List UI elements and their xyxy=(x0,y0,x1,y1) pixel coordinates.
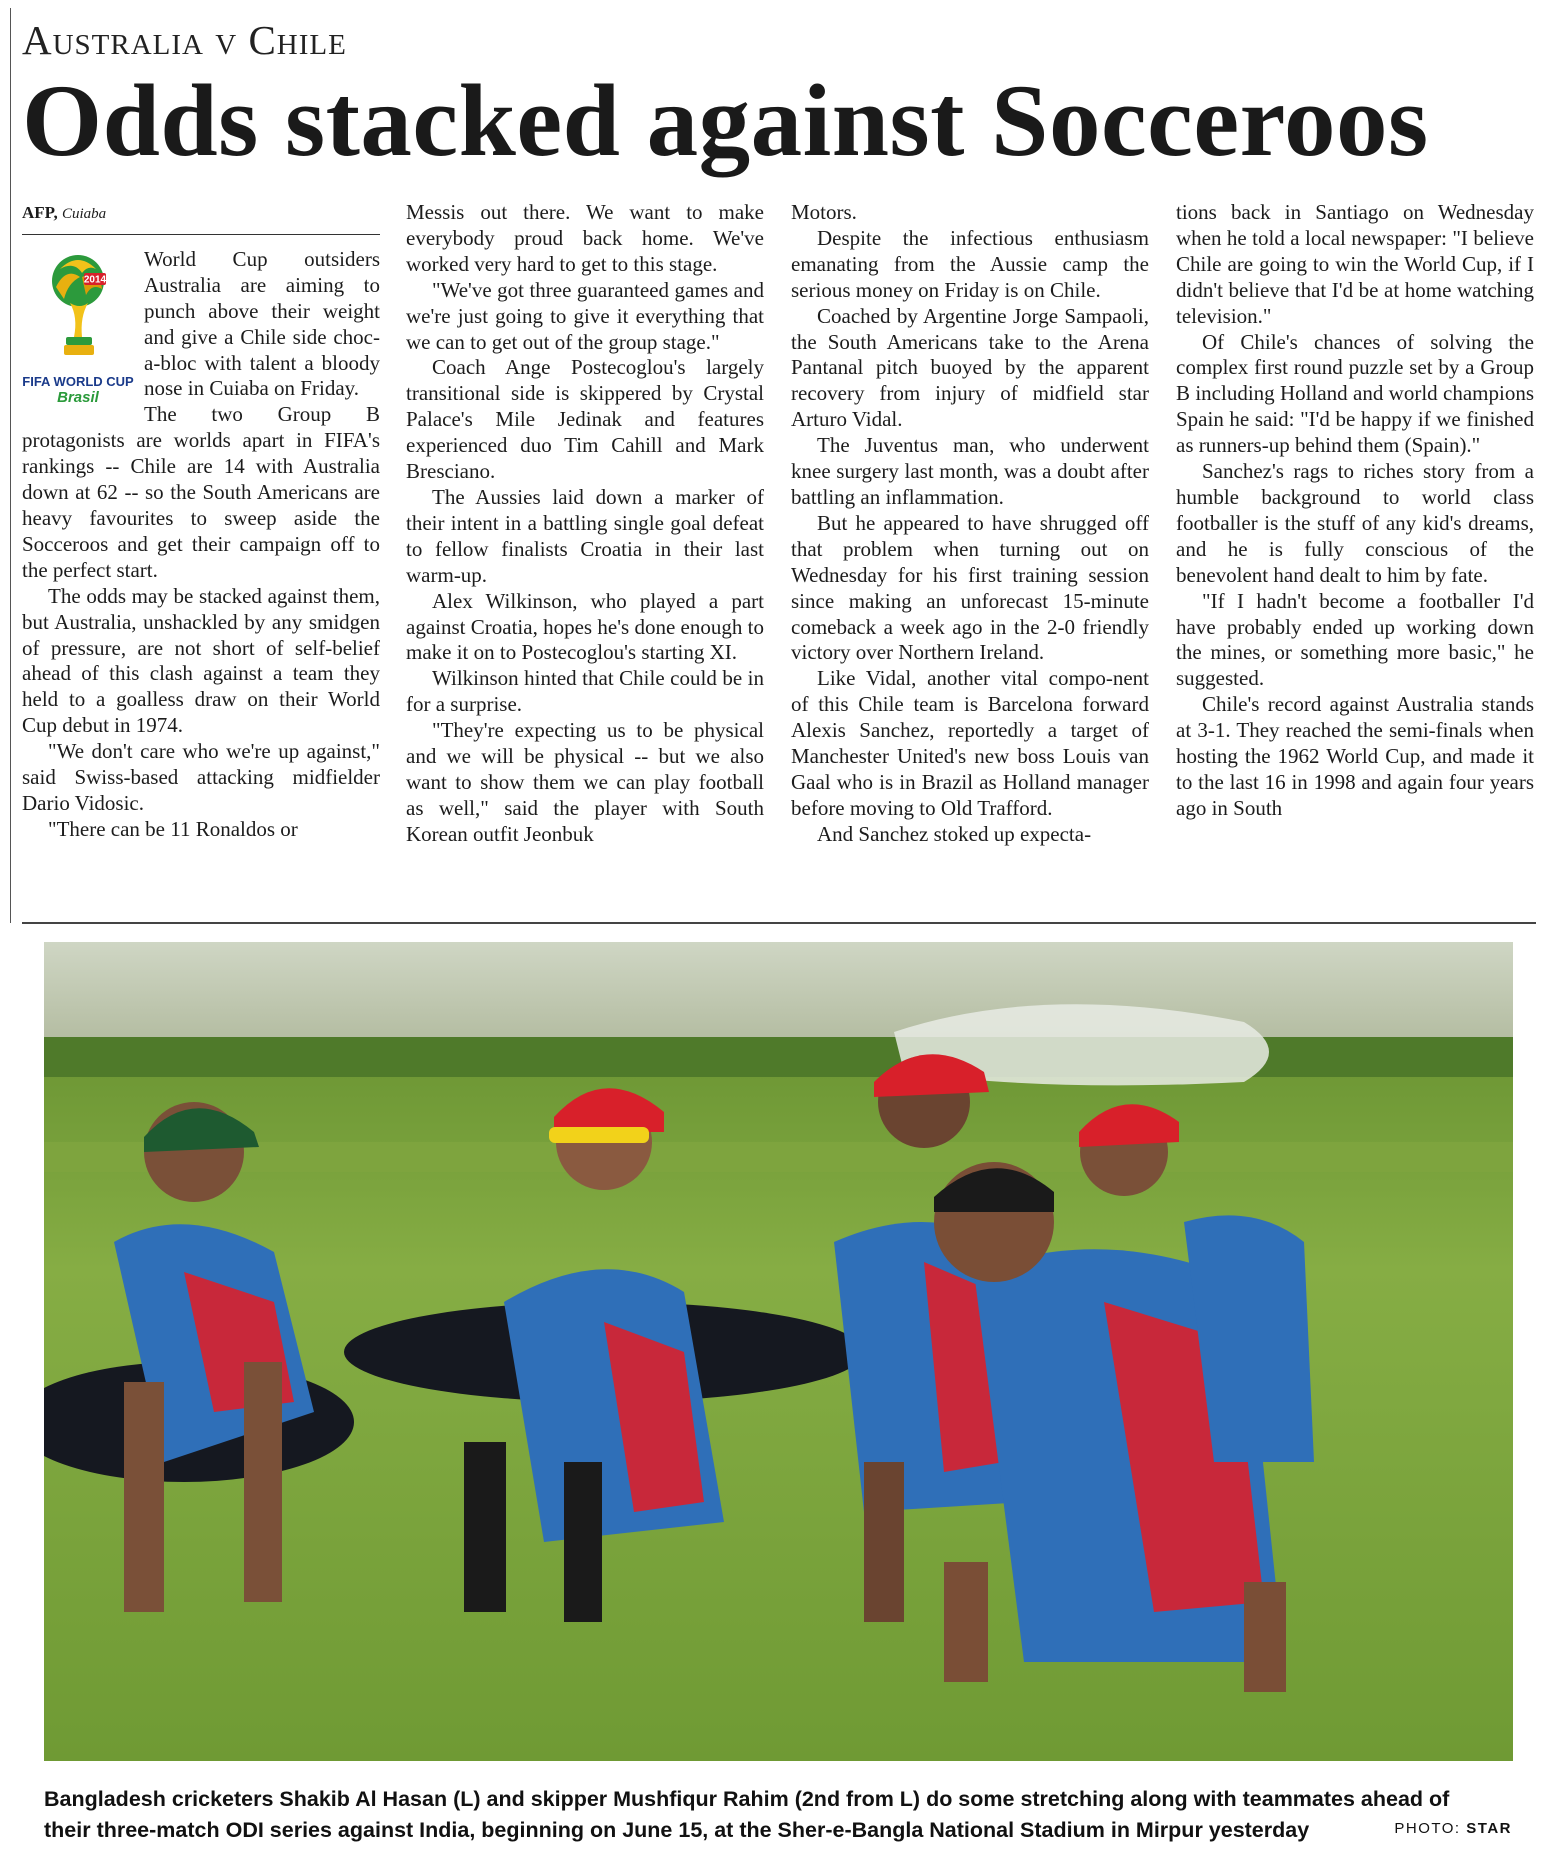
paragraph: Chile's record against Australia stands at 3-1. They reached the semi-finals when hosting the 1962 World Cup, and made it to the last 16 in 1998 and again four years ago in South xyxy=(1176,692,1534,820)
paragraph: Coached by Argentine Jorge Sampaoli, the South Americans take to the Arena Pantanal pitch buoyed by the apparent recovery from injury of midfield star Arturo Vidal. xyxy=(791,303,1149,432)
paragraph: World Cup outsiders Australia are aiming to punch above their weight and give a Chile side choc-a-bloc with talent a bloody nose in Cuiaba on Friday. xyxy=(144,246,380,401)
article-column-4 xyxy=(1176,200,1534,822)
paragraph: "We don't care who we're up against," said Swiss-based attacking midfielder Dario Vidosic. xyxy=(22,739,380,815)
paragraph: Messis out there. We want to make everybody proud back home. We've worked very hard to get to this stage. xyxy=(406,200,764,276)
paragraph: "If I hadn't become a footballer I'd have probably ended up working down the mines, or something more basic," he suggested. xyxy=(1176,588,1534,691)
photo-caption: Bangladesh cricketers Shakib Al Hasan (L) and skipper Mushfiqur Rahim (2nd from L) do some stretching along with teammates ahead of their three-match ODI series against India, beginning on June 15, at the Sher-e-Bangla National Stadium in Mirpur yesterday xyxy=(44,1787,1450,1842)
paragraph: The odds may be stacked against them, but Australia, unshackled by any smidgen of pressure, are not short of self-belief ahead of this clash against a team they held to a goalless draw on their World Cup debut in 1974. xyxy=(22,583,380,738)
trophy-icon xyxy=(22,247,134,369)
paragraph: The two Group B protagonists are worlds apart in FIFA's rankings -- Chile are 14 with Australia down at 62 -- so the South Americans are heavy favourites to sweep aside the Socceroos and get their campaign off to the perfect start. xyxy=(22,402,380,582)
paragraph: tions back in Santiago on Wednesday when he told a local newspaper: "I believe Chile are going to win the World Cup, if I didn't believe that I'd be at home watching television." xyxy=(1176,200,1534,328)
photo-credit-source: STAR xyxy=(1466,1820,1512,1837)
paragraph: Sanchez's rags to riches story from a humble background to world class footballer is the stuff of any kid's dreams, and he is fully conscious of the benevolent hand dealt to him by fate. xyxy=(1176,459,1534,587)
article-column-2 xyxy=(406,200,764,848)
logo-title: FIFA WORLD CUP xyxy=(22,373,134,389)
article-column-3 xyxy=(791,200,1149,848)
paragraph: Despite the infectious enthusiasm emanating from the Aussie camp the serious money on Friday is on Chile. xyxy=(791,225,1149,302)
byline-place: Cuiaba xyxy=(62,206,107,222)
paragraph: "There can be 11 Ronaldos or xyxy=(48,816,298,841)
paragraph: Like Vidal, another vital compo-nent of this Chile team is Barcelona forward Alexis Sanchez, reportedly a target of Manchester United's new boss Louis van Gaal who is in Brazil as Holland manager before moving to Old Trafford. xyxy=(791,666,1149,820)
news-photo xyxy=(44,942,1513,1761)
logo-subtitle: Brasil xyxy=(57,388,99,406)
byline-agency: AFP, xyxy=(22,203,58,222)
paragraph: The Juventus man, who underwent knee surgery last month, was a doubt after battling an inflammation. xyxy=(791,433,1149,509)
cricketers-stretching-image xyxy=(44,942,1513,1761)
photo-credit xyxy=(1394,1820,1512,1837)
left-column-rule xyxy=(10,8,11,923)
paragraph: The Aussies laid down a marker of their intent in a battling single goal defeat to fellow finalists Croatia in their last warm-up. xyxy=(406,484,764,587)
paragraph: Of Chile's chances of solving the complex first round puzzle set by a Group B including Holland and world champions Spain he said: "I'd be happy if we finished as runners-up behind them (Spain)." xyxy=(1176,329,1534,458)
paragraph: "We've got three guaranteed games and we're just going to give it everything that we can to get out of the group stage." xyxy=(406,277,764,354)
paragraph: Wilkinson hinted that Chile could be in for a surprise. xyxy=(406,666,764,717)
world-cup-logo xyxy=(22,247,134,415)
byline xyxy=(22,200,380,235)
section-kicker: Australia v Chile xyxy=(22,17,347,63)
headline: Odds stacked against Socceroos xyxy=(22,64,1429,178)
article-column-1 xyxy=(22,200,380,843)
paragraph: "They're expecting us to be physical and we will be physical -- but we also want to show them we can play football as well," said the player with South Korean outfit Jeonbuk xyxy=(406,718,764,846)
section-divider xyxy=(22,922,1536,924)
logo-year: 2014 xyxy=(83,274,107,286)
paragraph: But he appeared to have shrugged off that problem when turning out on Wednesday for his first training session since making an unforecast 15-minute comeback a week ago in the 2-0 friendly victory over Northern Ireland. xyxy=(791,510,1149,665)
paragraph: And Sanchez stoked up expecta- xyxy=(817,821,1092,846)
photo-credit-label: PHOTO: xyxy=(1394,1820,1461,1837)
paragraph: Coach Ange Postecoglou's largely transitional side is skippered by Crystal Palace's Mile Jedinak and features experienced duo Tim Cahill and Mark Bresciano. xyxy=(406,355,764,484)
paragraph: Alex Wilkinson, who played a part against Croatia, hopes he's done enough to make it on to Postecoglou's starting XI. xyxy=(406,588,764,665)
paragraph: Motors. xyxy=(791,200,857,224)
